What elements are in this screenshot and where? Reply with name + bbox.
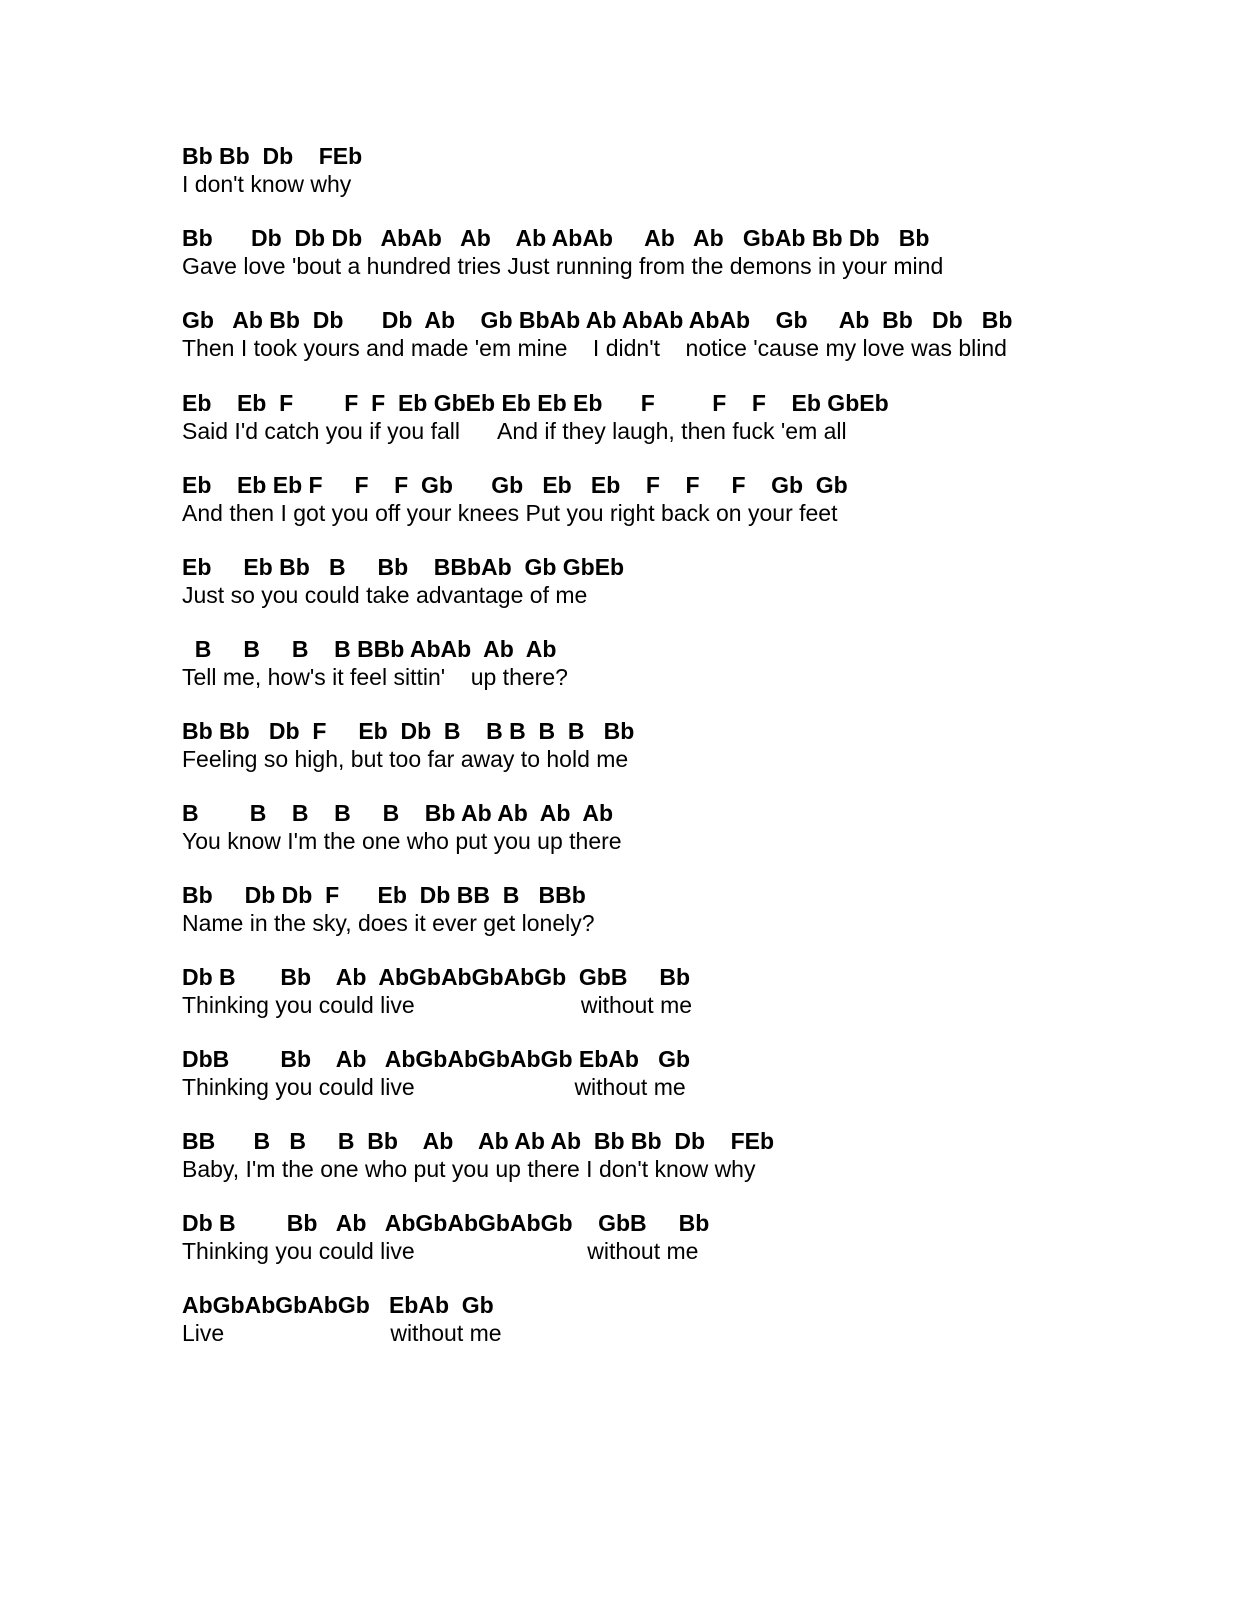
chorus-line-3 (182, 799, 622, 855)
chorus-line-9 (182, 1291, 502, 1347)
verse-line-3 (182, 306, 1012, 362)
note-letters: Bb Bb Db FEb (182, 143, 363, 169)
lyric-text: Then I took yours and made 'em mine I didn't notice 'cause my love was blind (182, 335, 1007, 361)
note-letters: Eb Eb F F F Eb GbEb Eb Eb Eb F F F Eb GbEb (182, 390, 889, 416)
lyric-text: Name in the sky, does it ever get lonely? (182, 910, 595, 936)
note-letters: DbB Bb Ab AbGbAbGbAbGb EbAb Gb (182, 1046, 691, 1072)
note-letters: Bb Bb Db F Eb Db B B B B B Bb (182, 718, 635, 744)
lyric-text: You know I'm the one who put you up there (182, 828, 622, 854)
note-letters: Db B Bb Ab AbGbAbGbAbGb GbB Bb (182, 1210, 710, 1236)
note-letters: Bb Db Db F Eb Db BB B BBb (182, 882, 586, 908)
verse-line-1 (182, 142, 362, 198)
note-letters: Db B Bb Ab AbGbAbGbAbGb GbB Bb (182, 964, 691, 990)
lyric-text: Live without me (182, 1320, 502, 1346)
chorus-line-1 (182, 635, 568, 691)
lyric-text: And then I got you off your knees Put you right back on your feet (182, 500, 838, 526)
lyric-text: Said I'd catch you if you fall And if they laugh, then fuck 'em all (182, 418, 847, 444)
chorus-line-5 (182, 963, 692, 1019)
lyric-text: Baby, I'm the one who put you up there I don't know why (182, 1156, 756, 1182)
lyric-text: Thinking you could live without me (182, 992, 693, 1018)
note-letters: B B B B BBb AbAb Ab Ab (182, 636, 557, 662)
lyric-text: I don't know why (182, 171, 352, 197)
chorus-line-2 (182, 717, 634, 773)
note-letters: B B B B B Bb Ab Ab Ab Ab (182, 800, 614, 826)
lyric-text: Feeling so high, but too far away to hold me (182, 746, 629, 772)
verse-line-6 (182, 553, 624, 609)
chorus-line-7 (182, 1127, 774, 1183)
lyric-text: Just so you could take advantage of me (182, 582, 588, 608)
note-letters: Gb Ab Bb Db Db Ab Gb BbAb Ab AbAb AbAb Gb Ab Bb Db Bb (182, 307, 1013, 333)
note-letters: AbGbAbGbAbGb EbAb Gb (182, 1292, 494, 1318)
note-letters: Eb Eb Bb B Bb BBbAb Gb GbEb (182, 554, 625, 580)
verse-line-5 (182, 471, 848, 527)
lyric-text: Thinking you could live without me (182, 1074, 686, 1100)
lyric-text: Thinking you could live without me (182, 1238, 699, 1264)
verse-line-2 (182, 224, 943, 280)
chorus-line-4 (182, 881, 595, 937)
lyric-text: Tell me, how's it feel sittin' up there? (182, 664, 568, 690)
chorus-line-8 (182, 1209, 709, 1265)
verse-line-4 (182, 389, 889, 445)
chorus-line-6 (182, 1045, 690, 1101)
note-letters: BB B B B Bb Ab Ab Ab Ab Bb Bb Db FEb (182, 1128, 775, 1154)
note-letters: Eb Eb Eb F F F Gb Gb Eb Eb F F F Gb Gb (182, 472, 848, 498)
lyric-text: Gave love 'bout a hundred tries Just running from the demons in your mind (182, 253, 944, 279)
note-letters: Bb Db Db Db AbAb Ab Ab AbAb Ab Ab GbAb Bb Db Bb (182, 225, 930, 251)
